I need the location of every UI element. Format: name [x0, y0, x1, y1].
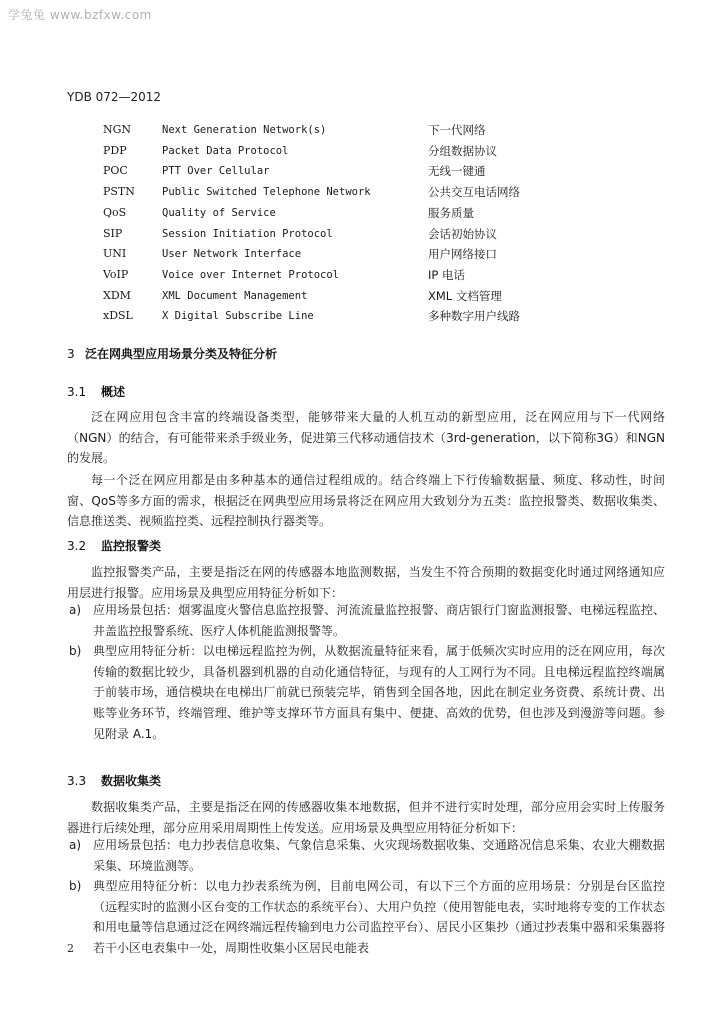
abbreviation-chinese: 会话初始协议 [428, 226, 497, 241]
paragraph: 泛在网应用包含丰富的终端设备类型，能够带来大量的人机互动的新型应用，泛在网应用与下一代网络（NGN）的结合，有可能带来杀手级业务，促进第三代移动通信技术（3rd-generation，以下简称3G）和NGN的发展。 [67, 410, 665, 466]
abbreviation-code: QoS [103, 205, 127, 219]
abbreviation-code: xDSL [103, 309, 133, 323]
abbreviation-code: PDP [103, 143, 127, 157]
abbreviation-english: Quality of Service [162, 206, 276, 219]
section-3-1-heading [67, 383, 125, 400]
section-title: 泛在网典型应用场景分类及特征分析 [85, 347, 278, 361]
abbreviation-row [103, 265, 520, 286]
section-3-3-heading [67, 772, 161, 789]
list-item [67, 641, 665, 745]
list-text: 应用场景包括：烟雾温度火警信息监控报警、河流流量监控报警、商店银行门窗监测报警、电梯远程监控、井盖监控报警系统、医疗人体机能监测报警等。 [93, 603, 665, 638]
abbreviation-row [103, 161, 520, 182]
list-marker: a) [69, 838, 82, 852]
list-item [67, 835, 665, 876]
section-number: 3 [67, 347, 75, 361]
abbreviation-english: Next Generation Network(s) [162, 124, 327, 136]
abbreviation-row [103, 286, 520, 307]
paragraph: 监控报警类产品，主要是指泛在网的传感器本地监测数据，当发生不符合预期的数据变化时通过网络通知应用层进行报警。应用场景及典型应用特征分析如下： [67, 565, 665, 600]
list-item [67, 876, 665, 959]
list-marker: a) [69, 603, 82, 617]
abbreviation-english: Public Switched Telephone Network [162, 186, 371, 199]
abbreviation-chinese: 服务质量 [428, 205, 474, 220]
abbreviation-chinese: 无线一键通 [428, 164, 486, 179]
abbreviation-code: POC [103, 164, 128, 178]
abbreviation-row [103, 306, 520, 327]
list-item [67, 600, 665, 641]
abbreviation-code: XDM [103, 288, 131, 302]
page-number: 2 [67, 942, 74, 955]
list-marker: b) [69, 879, 82, 893]
paragraph: 数据收集类产品，主要是指泛在网的传感器收集本地数据，但并不进行实时处理，部分应用会实时上传服务器进行后续处理，部分应用采用周期性上传发送。应用场景及典型应用特征分析如下： [67, 800, 665, 835]
abbreviation-english: XML Document Management [162, 289, 308, 302]
abbreviation-row [103, 224, 520, 245]
abbreviation-english: Packet Data Protocol [162, 144, 289, 157]
list-text: 典型应用特征分析：以电力抄表系统为例，目前电网公司，有以下三个方面的应用场景：分别是台区监控（远程实时的监测小区台变的工作状态的系统平台）、大用户负控（使用智能电表，实时地将专变的工作状态和用电量等信息通过泛在网终端远程传输到电力公司监控平台）、居民小区集抄（通过抄表集中器和采集器将若干小区电表集中一处，周期性收集小区居民电能表 [93, 879, 665, 956]
section-title: 数据收集类 [101, 774, 162, 788]
abbreviation-chinese: 多种数字用户线路 [428, 309, 520, 324]
abbreviation-code: VoIP [103, 267, 129, 281]
abbreviation-code: NGN [103, 123, 132, 136]
abbreviation-row [103, 141, 520, 162]
list-marker: b) [69, 644, 82, 658]
abbreviation-english: X Digital Subscribe Line [162, 310, 314, 323]
abbreviation-row [103, 120, 520, 141]
abbreviation-code: PSTN [103, 185, 135, 199]
list-text: 应用场景包括：电力抄表信息收集、气象信息采集、火灾现场数据收集、交通路况信息采集、农业大棚数据采集、环境监测等。 [93, 838, 665, 873]
abbreviation-row [103, 203, 520, 224]
abbreviation-chinese: IP 电话 [428, 267, 465, 282]
abbreviation-english: Session Initiation Protocol [162, 227, 333, 240]
abbreviation-code: SIP [103, 226, 123, 240]
section-title: 概述 [101, 385, 126, 399]
abbreviation-chinese: 公共交互电话网络 [428, 185, 520, 200]
watermark-text: 学兔兔 www.bzfxw.com [8, 8, 152, 22]
abbreviation-row [103, 182, 520, 203]
abbreviation-chinese: 用户网络接口 [428, 247, 497, 262]
abbreviation-english: Voice over Internet Protocol [162, 268, 340, 281]
section-3-heading [67, 345, 277, 362]
section-number: 3.2 [67, 539, 87, 553]
abbreviation-code: UNI [103, 247, 127, 261]
abbreviation-english: PTT Over Cellular [162, 165, 270, 178]
abbreviation-chinese: 下一代网络 [428, 123, 486, 137]
section-number: 3.3 [67, 774, 87, 788]
list-text: 典型应用特征分析：以电梯远程监控为例，从数据流量特征来看，属于低频次实时应用的泛在网应用，每次传输的数据比较少，具备机器到机器的自动化通信特征，与现有的人工网行为不同。且电梯远程监控终端属于前装市场，通信模块在电梯出厂前就已预装完毕，销售到全国各地，因此在制定业务资费、系统计费、出账等业务环节，终端管理、维护等支撑环节方面具有集中、便捷、高效的优势，但也涉及到漫游等问题。参见附录 A.1。 [93, 644, 665, 741]
section-number: 3.1 [67, 385, 87, 399]
paragraph: 每一个泛在网应用都是由多种基本的通信过程组成的。结合终端上下行传输数据量、频度、移动性，时间窗、QoS等多方面的需求，根据泛在网典型应用场景将泛在网应用大致划分为五类：监控报警类、数据收集类、信息推送类、视频监控类、远程控制执行器类等。 [67, 473, 665, 529]
section-title: 监控报警类 [101, 539, 162, 553]
abbreviation-english: User Network Interface [162, 248, 302, 261]
abbreviation-row [103, 244, 520, 265]
document-code: YDB 072—2012 [67, 90, 162, 104]
abbreviation-chinese: 分组数据协议 [428, 143, 497, 158]
abbreviation-table [103, 120, 520, 327]
abbreviation-chinese: XML 文档管理 [428, 288, 502, 303]
section-3-2-heading [67, 537, 161, 554]
